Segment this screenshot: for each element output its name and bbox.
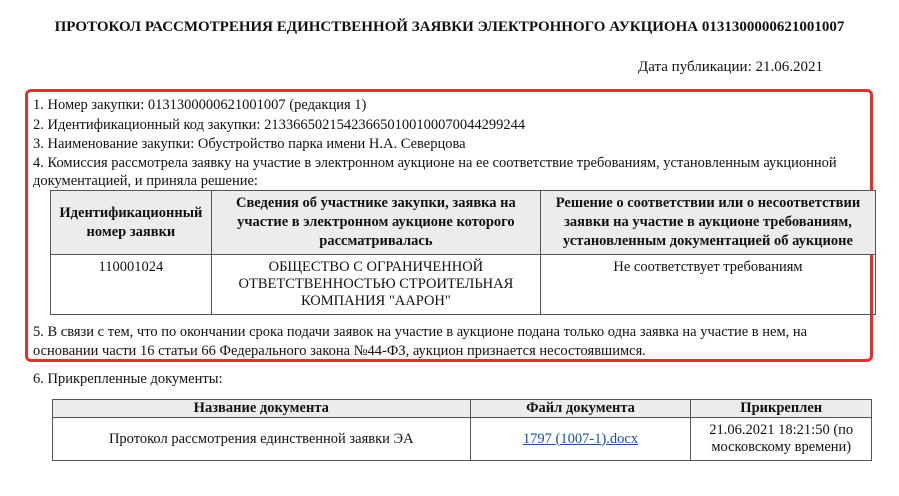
- decision-col-participant: Сведения об участнике закупки, заявка на участие в электронном аукционе которого рассматривалась: [211, 191, 540, 255]
- decision-table: [50, 190, 876, 315]
- attachments-label: 6. Прикрепленные документы:: [33, 371, 223, 387]
- decision-cell: Не соответствует требованиям: [540, 255, 875, 315]
- commission-decision-text: 4. Комиссия рассмотрела заявку на участие в электронном аукционе на ее соответствие требованиям, установленным аукционной документацией, и приняла решение:: [33, 155, 837, 189]
- document-file-link[interactable]: 1797 (1007-1).docx: [522, 430, 639, 447]
- decision-col-decision: Решение о соответствии или о несоответствии заявки на участие в аукционе требованиям, установленным документацией об аукционе: [540, 191, 875, 255]
- document-attached-cell: 21.06.2021 18:21:50 (по московскому времени): [691, 418, 872, 461]
- purchase-number: 1. Номер закупки: 0131300000621001007 (редакция 1): [33, 97, 367, 113]
- purchase-id-code: 2. Идентификационный код закупки: 213366502154236650100100070044299244: [33, 117, 526, 133]
- document-file-cell: [470, 418, 691, 461]
- decision-col-application-id: Идентификационный номер заявки: [51, 191, 212, 255]
- attachments-col-file: Файл документа: [470, 400, 691, 418]
- attachments-col-name: Название документа: [53, 400, 471, 418]
- purchase-name: 3. Наименование закупки: Обустройство парка имени Н.А. Северцова: [33, 136, 466, 152]
- decision-table-header-row: [51, 191, 876, 255]
- document-name-cell: Протокол рассмотрения единственной заявки ЭА: [53, 418, 471, 461]
- participant-cell: ОБЩЕСТВО С ОГРАНИЧЕННОЙ ОТВЕТСТВЕННОСТЬЮ СТРОИТЕЛЬНАЯ КОМПАНИЯ "ААРОН": [211, 255, 540, 315]
- application-id-cell: 110001024: [51, 255, 212, 315]
- attachments-header-row: [53, 400, 872, 418]
- attachments-table: [52, 399, 872, 461]
- table-row: [51, 255, 876, 315]
- protocol-title: ПРОТОКОЛ РАССМОТРЕНИЯ ЕДИНСТВЕННОЙ ЗАЯВКИ ЭЛЕКТРОННОГО АУКЦИОНА 0131300000621001007: [54, 19, 845, 35]
- table-row: [53, 418, 872, 461]
- attachments-col-attached: Прикреплен: [691, 400, 872, 418]
- conclusion-text: 5. В связи с тем, что по окончании срока подачи заявок на участие в аукционе подана только одна заявка на участие в нем, на основании части 16 статьи 66 Федерального закона №44-ФЗ, аукцион признается несостоявшимся.: [33, 324, 808, 359]
- publication-date: Дата публикации: 21.06.2021: [638, 59, 823, 75]
